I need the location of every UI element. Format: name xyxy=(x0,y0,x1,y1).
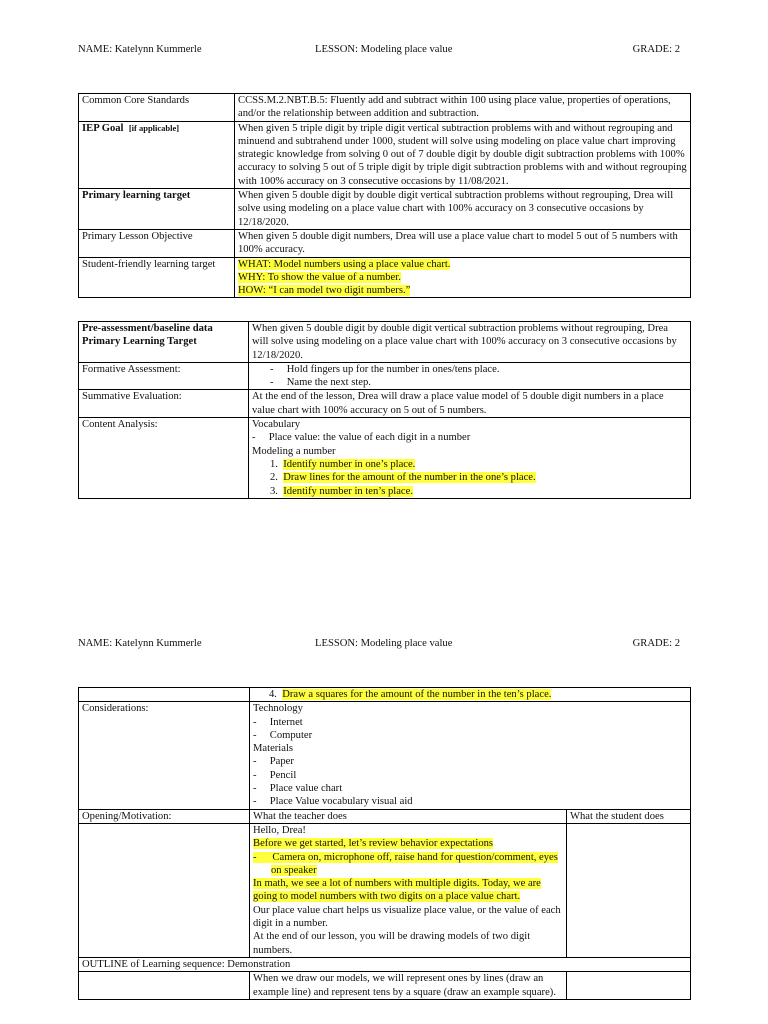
table-row xyxy=(79,94,691,122)
modeling-heading: Modeling a number xyxy=(252,445,336,457)
table-row xyxy=(79,229,691,257)
in-math-line: In math, we see a lot of numbers with multiple digits. Today, we are going to model numbers with two digits on a place value chart. xyxy=(253,878,541,903)
grade-label: GRADE: 2 xyxy=(632,44,680,55)
standards-table xyxy=(78,93,691,298)
demo-text: When we draw our models, we will represent ones by lines (draw an example line) and represent tens by a square (draw an example square). xyxy=(250,972,567,1000)
preassessment-label-line2: Primary Learning Target xyxy=(82,336,197,348)
behavior-line: Before we get started, let’s review behavior expectations xyxy=(253,838,494,850)
iep-goal-label: IEP Goal xyxy=(82,122,124,134)
materials-heading: Materials xyxy=(253,743,294,755)
list-item: - Internet xyxy=(253,716,303,728)
lesson-plan-table xyxy=(78,687,691,1000)
table-row xyxy=(79,418,691,499)
table-row xyxy=(79,390,691,418)
opening-script-cell xyxy=(250,823,567,957)
table-row xyxy=(79,257,691,298)
student-does-heading: What the student does xyxy=(567,809,691,823)
common-core-text: CCSS.M.2.NBT.B.5: Fluently add and subtract within 100 using place value, properties of operations, and/or the relationship between addition and subtraction. xyxy=(235,94,691,122)
primary-target-label: Primary learning target xyxy=(79,189,235,230)
formative-cell xyxy=(249,362,691,390)
summative-label: Summative Evaluation: xyxy=(79,390,249,418)
greeting: Hello, Drea! xyxy=(253,824,306,836)
content-analysis-cell xyxy=(249,418,691,499)
list-item: - Computer xyxy=(253,729,313,741)
common-core-label: Common Core Standards xyxy=(79,94,235,122)
considerations-cell xyxy=(250,702,691,809)
preassessment-label xyxy=(79,322,249,363)
formative-label: Formative Assessment: xyxy=(79,362,249,390)
list-item: - Place value: the value of each digit in a number xyxy=(252,432,471,444)
table-row xyxy=(79,957,691,971)
list-item: - Paper xyxy=(253,756,294,768)
teacher-does-heading: What the teacher does xyxy=(253,810,347,822)
objective-text: When given 5 double digit numbers, Drea will use a place value chart to model 5 out of 5 numbers with 100% accuracy. xyxy=(235,229,691,257)
table-row xyxy=(79,823,691,957)
list-item: 3. Identify number in ten’s place. xyxy=(270,485,413,497)
name-label: NAME: Katelynn Kummerle xyxy=(78,638,202,649)
grade-label: GRADE: 2 xyxy=(632,638,680,649)
primary-target-text: When given 5 double digit by double digit vertical subtraction problems without regrouping, Drea will solve using modeling on a place value chart with 100% accuracy on 3 consecutive occasions by 12/18/2020. xyxy=(235,189,691,230)
step4-text: Draw a squares for the amount of the number in the ten’s place. xyxy=(282,689,552,700)
table-row xyxy=(79,972,691,1000)
lesson-label: LESSON: Modeling place value xyxy=(315,44,453,55)
table-row xyxy=(79,322,691,363)
page1-header xyxy=(78,43,690,57)
list-item: 2. Draw lines for the amount of the number in the one’s place. xyxy=(270,472,536,484)
table-row xyxy=(79,121,691,188)
objective-label: Primary Lesson Objective xyxy=(79,229,235,257)
table-row xyxy=(79,189,691,230)
iep-goal-sublabel: [if applicable] xyxy=(128,122,180,133)
list-item: - Pencil xyxy=(253,769,297,781)
page2-header xyxy=(78,637,690,651)
preassessment-text: When given 5 double digit by double digit vertical subtraction problems without regrouping, Drea will solve using modeling on a place value chart with 100% accuracy on 3 consecutive occasions by 12/18/2020. xyxy=(249,322,691,363)
list-item: 1. Identify number in one’s place. xyxy=(270,458,416,470)
vocabulary-heading: Vocabulary xyxy=(252,419,301,431)
list-item: - Place value chart xyxy=(253,783,343,795)
student-target-cell xyxy=(235,257,691,298)
how-line: HOW: “I can model two digit numbers.” xyxy=(238,285,411,297)
step4-cell: 4. Draw a squares for the amount of the number in the ten’s place. xyxy=(250,688,691,702)
list-item: - Name the next step. xyxy=(270,377,371,389)
name-label: NAME: Katelynn Kummerle xyxy=(78,44,202,55)
content-analysis-label: Content Analysis: xyxy=(79,418,249,499)
why-line: WHY: To show the value of a number. xyxy=(238,271,401,283)
table-row xyxy=(79,688,691,702)
list-item: - Camera on, microphone off, raise hand for question/comment, eyes on speaker xyxy=(253,851,558,876)
table-row xyxy=(79,809,691,823)
outline-label: OUTLINE of Learning sequence: Demonstration xyxy=(79,957,691,971)
our-chart-line: Our place value chart helps us visualize place value, or the value of each digit in a number. xyxy=(253,904,561,930)
technology-heading: Technology xyxy=(253,703,303,715)
assessment-table xyxy=(78,321,691,499)
at-end-line: At the end of our lesson, you will be drawing models of two digit numbers. xyxy=(253,931,531,956)
lesson-label: LESSON: Modeling place value xyxy=(315,638,453,649)
table-row xyxy=(79,702,691,809)
preassessment-label-line1: Pre-assessment/baseline data xyxy=(82,323,213,334)
iep-goal-text: When given 5 triple digit by triple digit vertical subtraction problems with and without regrouping and minuend and subtrahend under 1000, student will solve using modeling on place value chart improving strategic knowledge from solving 0 out of 7 double digit by double digit subtraction problems with 100% accuracy to solving 5 out of 5 triple digit by triple digit subtraction problems with and without regrouping with 100% accuracy on 3 consecutive occasions by 11/08/2021. xyxy=(235,121,691,188)
student-target-label: Student-friendly learning target xyxy=(79,257,235,298)
what-line: WHAT: Model numbers using a place value chart. xyxy=(238,258,451,270)
opening-label: Opening/Motivation: xyxy=(79,809,250,823)
summative-text: At the end of the lesson, Drea will draw a place value model of 5 double digit numbers in a place value chart with 100% accuracy on 5 out of 5 numbers. xyxy=(249,390,691,418)
considerations-label: Considerations: xyxy=(79,702,250,809)
iep-goal-cell xyxy=(79,121,235,188)
list-item: - Place Value vocabulary visual aid xyxy=(253,796,413,808)
list-item: - Hold fingers up for the number in ones/tens place. xyxy=(270,363,500,375)
table-row xyxy=(79,362,691,390)
teacher-does-cell xyxy=(250,809,567,823)
